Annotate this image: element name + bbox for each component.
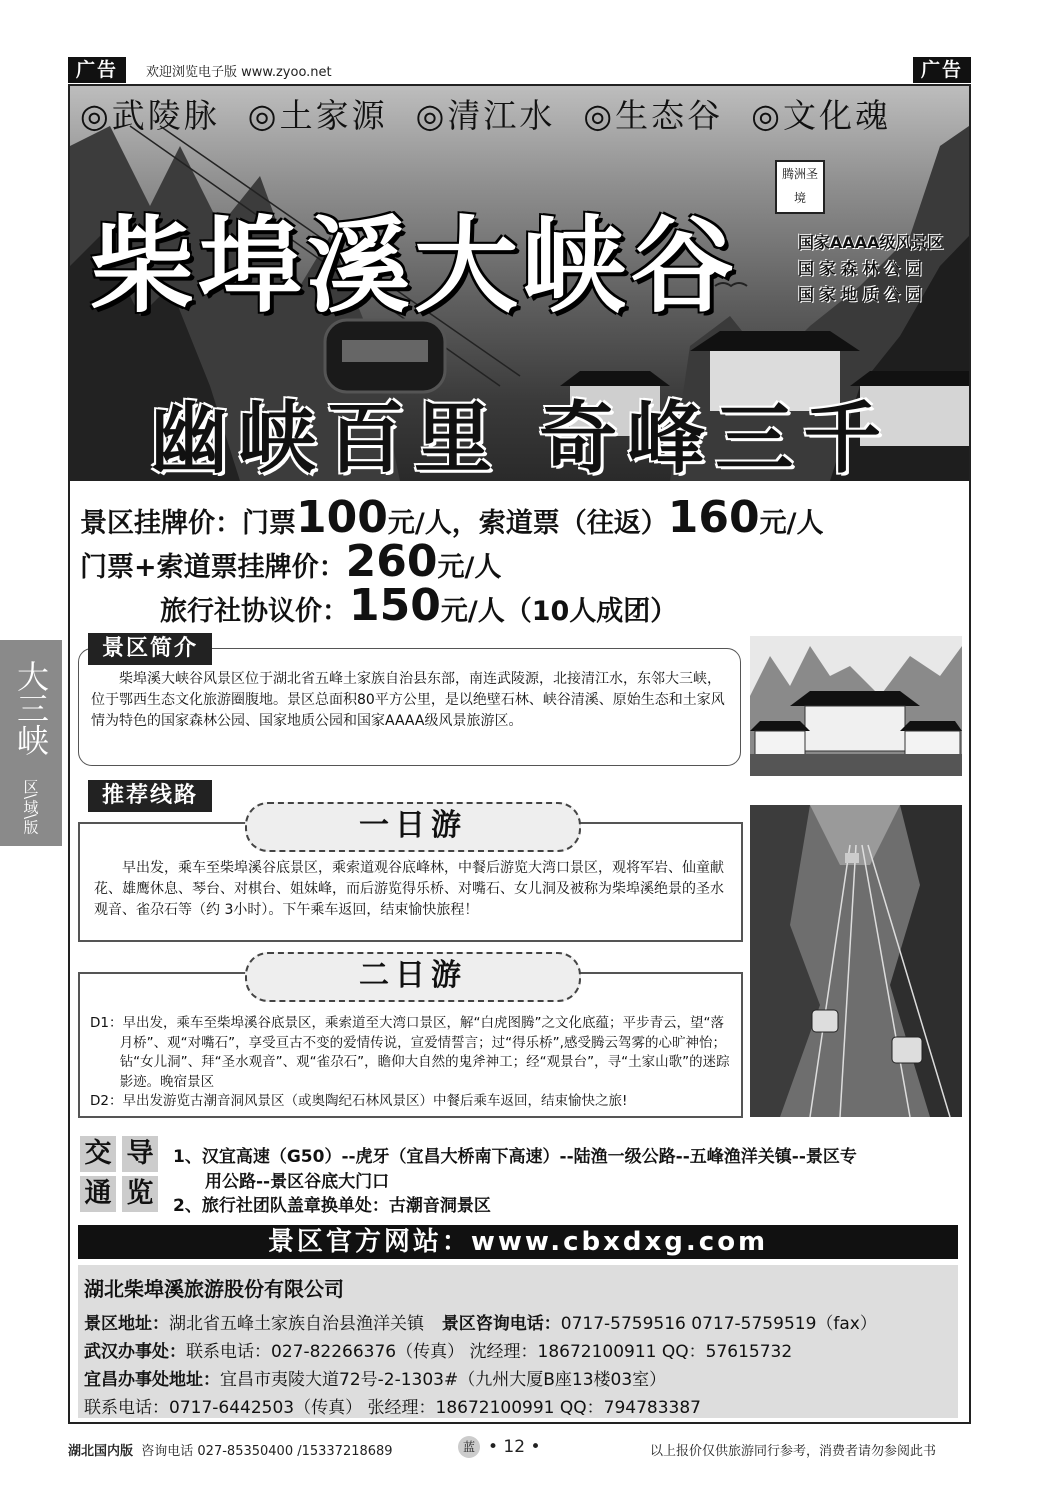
combo-unit: 元/人 [437,552,502,583]
traffic-char-1: 交 [80,1136,116,1172]
rating-geo-park: 国 家 地 质 公 园 [798,285,922,304]
banner-tags [80,90,919,137]
intro-tab: 景区简介 [88,633,212,665]
side-tab-title: 大三峡 [12,660,50,756]
two-day-d2: D2：早出发游览古潮音洞风景区（或奥陶纪石林风景区）中餐后乘车返回，结束愉快之旅! [90,1093,628,1109]
traffic-route-1: 1、汉宜高速（G50）--虎牙（宜昌大桥南下高速）--陆渔一级公路--五峰渔洋关镇--景区专 [173,1147,857,1167]
consult-phone: 0717-5759516 0717-5759519（fax） [560,1314,877,1334]
tag-3: ◎清江水 [415,96,556,135]
cableway-photo [750,805,962,1117]
scenic-title: 柴埠溪大峡谷 [90,204,739,327]
slogan: 幽峡百里 奇峰三千 [150,393,892,481]
ticket-unit: 元/人，索道票（往返） [387,508,668,539]
traffic-route-1b: 用公路--景区谷底大门口 [205,1172,390,1192]
rating-list [798,230,944,308]
footer-left [68,1440,393,1459]
ad-label-left: 广告 [68,57,126,83]
company-name: 湖北柴埠溪旅游股份有限公司 [84,1277,344,1301]
region-side-tab [0,640,62,846]
footer-disclaimer: 以上报价仅供旅游同行参考，消费者请勿参阅此书 [650,1444,937,1459]
yichang-office [84,1365,666,1390]
cable-unit: 元/人 [759,508,824,539]
price-label-ticket: 景区挂牌价：门票 [80,508,296,539]
yichang-label: 宜昌办事处地址： [84,1370,220,1390]
yichang-phone: 联系电话：0717-6442503（传真） 张经理：18672100991 QQ：794783387 [84,1398,701,1418]
page-mark-icon: 蓝 [458,1436,480,1458]
address-label: 景区地址： [84,1314,169,1334]
agency-price: 150 [349,580,441,631]
tag-1: ◎武陵脉 [80,96,220,135]
side-tab-subtitle: 区\域\版 [21,779,40,835]
ticket-price: 100 [296,492,388,543]
price-line-3 [160,580,677,631]
two-day-d1: D1：早出发，乘车至柴埠溪谷底景区，乘索道至大湾口景区，解“白虎图腾”之文化底蕴；平步青云，望“落月桥”、观“对嘴石”，享受亘古不变的爱情传说，宣爱情誓言；过“得乐桥”,感受腾云驾雾的心旷神怡；钻“女儿洞”、拜“圣水观音”、观“雀尕石”，瞻仰大自然的鬼斧神工；经“观景台”，寻“土家山歌”的迷踪影迹。晚宿景区 [90,1015,730,1090]
page-number: • 12 • [488,1437,541,1457]
tag-5: ◎文化魂 [751,96,891,135]
agency-unit: 元/人（10人成团） [440,596,678,627]
routes-tab: 推荐线路 [88,780,212,812]
address-value: 湖北省五峰土家族自治县渔洋关镇 [169,1314,424,1334]
traffic-char-2: 导 [122,1136,158,1172]
one-day-title: 一日游 [245,802,581,852]
wuhan-contact: 联系电话：027-82266376（传真） 沈经理：18672100911 QQ：57615732 [186,1342,793,1362]
tag-4: ◎生态谷 [583,96,724,135]
welcome-text[interactable]: 欢迎浏览电子版 www.zyoo.net [146,65,332,80]
traffic-route-2: 2、旅行社团队盖章换单处：古潮音洞景区 [173,1196,491,1216]
traffic-char-3: 通 [80,1176,116,1212]
tag-2: ◎土家源 [247,96,388,135]
cable-price: 160 [667,492,760,543]
rating-aaaa: 国家AAAA级风景区 [798,233,944,252]
yichang-address: 宜昌市夷陵大道72号-2-1303#（九州大厦B座13楼03室） [220,1370,667,1390]
consult-label: 景区咨询电话： [441,1314,561,1334]
rating-forest-park: 国 家 森 林 公 园 [798,259,922,278]
wuhan-office [84,1337,792,1362]
intro-text: 柴埠溪大峡谷风景区位于湖北省五峰土家族自治县东部，南连武陵源，北接清江水，东邻大三峡，位于鄂西生态文化旅游圈腹地。景区总面积80平方公里，是以绝壁石林、峡谷清溪、原始生态和土家风情为特色的国家森林公园、国家地质公园和国家AAAA级风景旅游区。 [91,671,725,729]
contact-panel [78,1265,958,1418]
wuhan-label: 武汉办事处： [84,1342,186,1362]
footer-hotline: 咨询电话 027-85350400 /15337218689 [141,1444,393,1459]
combo-label: 门票+索道票挂牌价： [80,552,346,583]
edition-label: 湖北国内版 [68,1444,134,1459]
intro-box [78,648,741,766]
agency-label: 旅行社协议价： [160,596,349,627]
combo-price: 260 [345,536,438,587]
ad-label-right: 广告 [913,57,971,83]
two-day-title: 二日游 [245,952,581,1002]
address-line [84,1309,877,1334]
banner [70,86,969,481]
traffic-char-4: 览 [122,1176,158,1212]
official-website[interactable]: 景区官方网站：www.cbxdxg.com [78,1225,958,1259]
one-day-text: 早出发，乘车至柴埠溪谷底景区，乘索道观谷底峰林，中餐后游览大湾口景区，观将军岩、仙童献花、雄鹰休息、琴台、对棋台、姐妹峰，而后游览得乐桥、对嘴石、女儿洞及被称为柴埠溪绝景的圣水观音、雀尕石等（约 3小时）。下午乘车返回，结束愉快旅程！ [94,860,724,918]
seal-logo: 腾洲圣境 [775,160,825,214]
gate-photo [750,636,962,776]
